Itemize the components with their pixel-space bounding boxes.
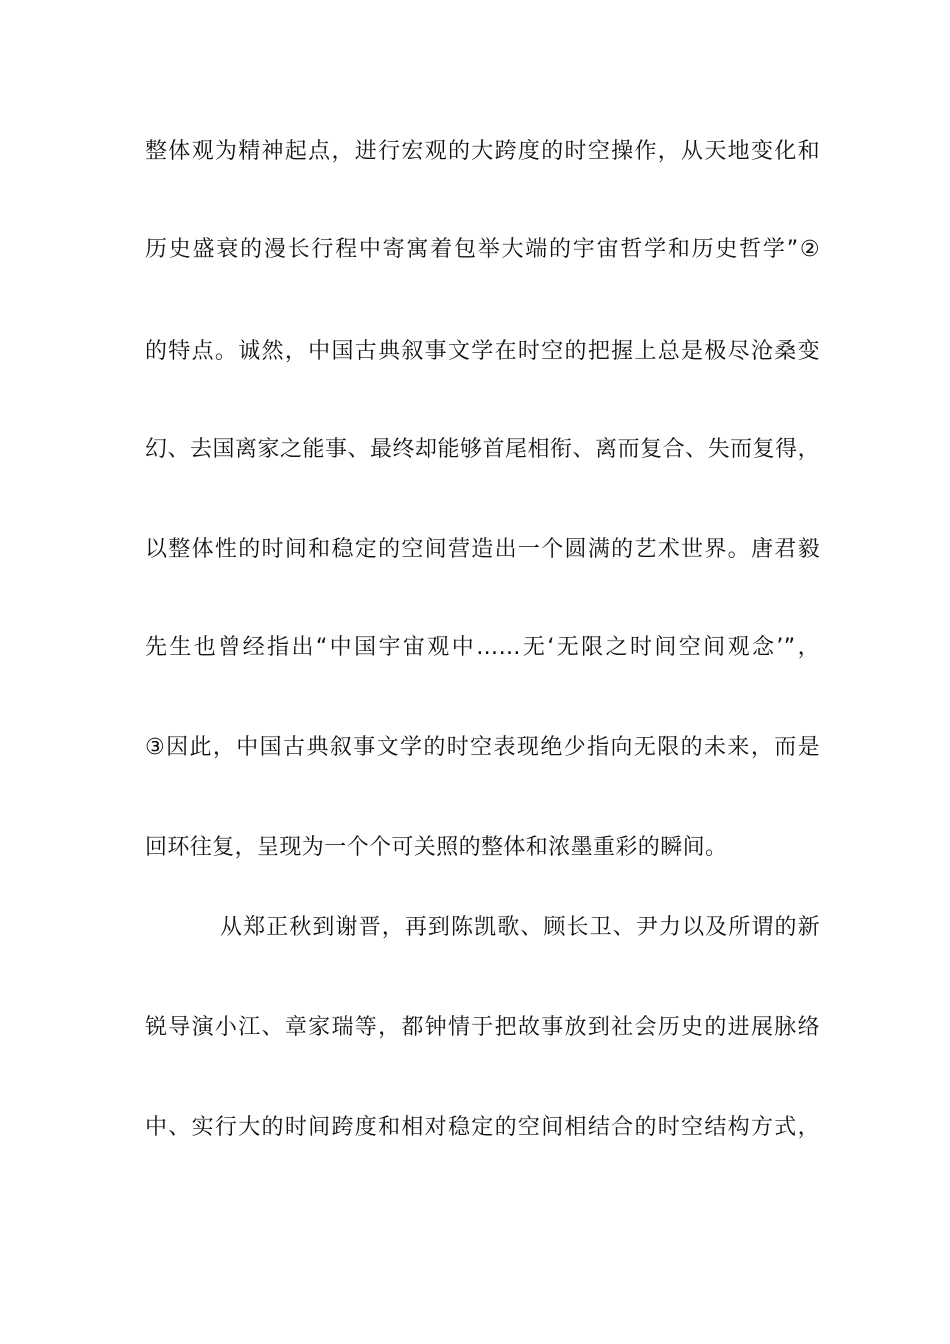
- text-line-3: 的特点。诚然，中国古典叙事文学在时空的把握上总是极尽沧桑变: [145, 339, 820, 364]
- text-line-1: 整体观为精神起点，进行宏观的大跨度的时空操作，从天地变化和: [145, 139, 820, 164]
- text-line-11: 中、实行大的时间跨度和相对稳定的空间相结合的时空结构方式，: [145, 1115, 820, 1140]
- text-line-10: 锐导演小江、章家瑞等，都钟情于把故事放到社会历史的进展脉络: [145, 1015, 820, 1040]
- text-line-6: 先生也曾经指出“中国宇宙观中……无‘无限之时间空间观念’”，: [145, 635, 820, 660]
- text-line-2: 历史盛衰的漫长行程中寄寓着包举大端的宇宙哲学和历史哲学”②: [145, 237, 820, 262]
- text-line-8-paragraph-end: 回环往复，呈现为一个个可关照的整体和浓墨重彩的瞬间。: [145, 835, 728, 860]
- text-line-7: ③因此，中国古典叙事文学的时空表现绝少指向无限的未来，而是: [145, 735, 820, 760]
- text-line-4: 幻、去国离家之能事、最终却能够首尾相衔、离而复合、失而复得，: [145, 437, 820, 462]
- text-line-5: 以整体性的时间和稳定的空间营造出一个圆满的艺术世界。唐君毅: [145, 537, 820, 562]
- text-line-9-paragraph-start: 从郑正秋到谢晋，再到陈凯歌、顾长卫、尹力以及所谓的新: [220, 915, 820, 940]
